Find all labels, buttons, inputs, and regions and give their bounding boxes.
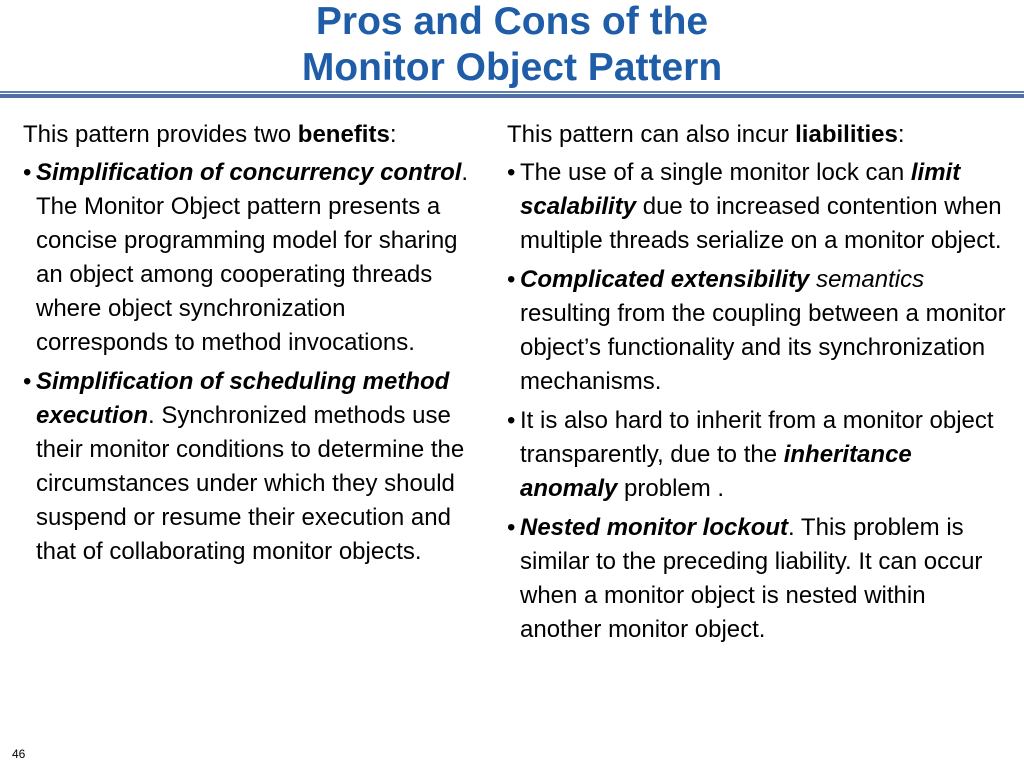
liability-lead-scalability: The use of a single monitor lock can: [520, 159, 911, 186]
bullet-marker: •: [23, 368, 32, 395]
liabilities-intro-text: This pattern can also incur: [507, 121, 796, 148]
page-number: 46: [12, 747, 26, 761]
bullet-marker: •: [23, 159, 32, 186]
benefit-text-scheduling: . Synchronized methods use their monitor conditions to determine the circumstances under which they should suspend or resume their execution and that of collaborating monitor objects.: [36, 402, 465, 565]
benefit-item-concurrency: [23, 156, 483, 360]
liability-heading-lockout: Nested monitor lockout: [520, 514, 789, 541]
liability-item-extensibility: [507, 263, 1007, 399]
bullet-marker: •: [507, 514, 516, 541]
benefits-column: [23, 118, 483, 574]
title-divider-thick: [0, 94, 1024, 98]
liability-heading-scalability: limit scalability: [520, 159, 961, 220]
liability-text-lockout: . This problem is similar to the preceding liability. It can occur when a monitor object is nested within another monitor object.: [520, 514, 983, 643]
benefit-heading-scheduling: Simplification of scheduling method execution: [36, 368, 450, 429]
liability-italic-semantics: semantics: [809, 266, 925, 293]
liability-text-inheritance: problem .: [617, 475, 725, 502]
benefits-intro-colon: :: [389, 121, 397, 148]
liability-item-scalability: [507, 156, 1007, 258]
liability-item-lockout: [507, 511, 1007, 647]
liability-lead-inheritance: It is also hard to inherit from a monitor object transparently, due to the: [520, 407, 994, 468]
liabilities-intro: [507, 118, 1007, 152]
liability-text-extensibility: resulting from the coupling between a monitor object’s functionality and its synchronization mechanisms.: [520, 300, 1006, 395]
liabilities-column: [507, 118, 1007, 652]
bullet-marker: •: [507, 159, 516, 186]
title-divider-thin: [0, 91, 1024, 93]
benefit-item-scheduling: [23, 365, 483, 569]
liability-item-inheritance: [507, 404, 1007, 506]
benefit-heading-concurrency: Simplification of concurrency control: [36, 159, 462, 186]
slide-title-line2: Monitor Object Pattern: [301, 46, 723, 89]
slide-title-line1: Pros and Cons of the: [315, 0, 709, 43]
benefits-intro-text: This pattern provides two: [23, 121, 298, 148]
bullet-marker: •: [507, 407, 516, 434]
bullet-marker: •: [507, 266, 516, 293]
liability-heading-extensibility: Complicated extensibility: [520, 266, 810, 293]
benefits-intro: [23, 118, 483, 152]
benefit-text-concurrency: . The Monitor Object pattern presents a concise programming model for sharing an object among cooperating threads where object synchronization corresponds to method invocations.: [36, 159, 469, 356]
liabilities-keyword: liabilities: [795, 121, 898, 148]
liabilities-intro-colon: :: [897, 121, 905, 148]
benefits-keyword: benefits: [297, 121, 390, 148]
liability-heading-inheritance: inheritance anomaly: [520, 441, 912, 502]
liability-text-scalability: due to increased contention when multiple threads serialize on a monitor object.: [520, 193, 1002, 254]
